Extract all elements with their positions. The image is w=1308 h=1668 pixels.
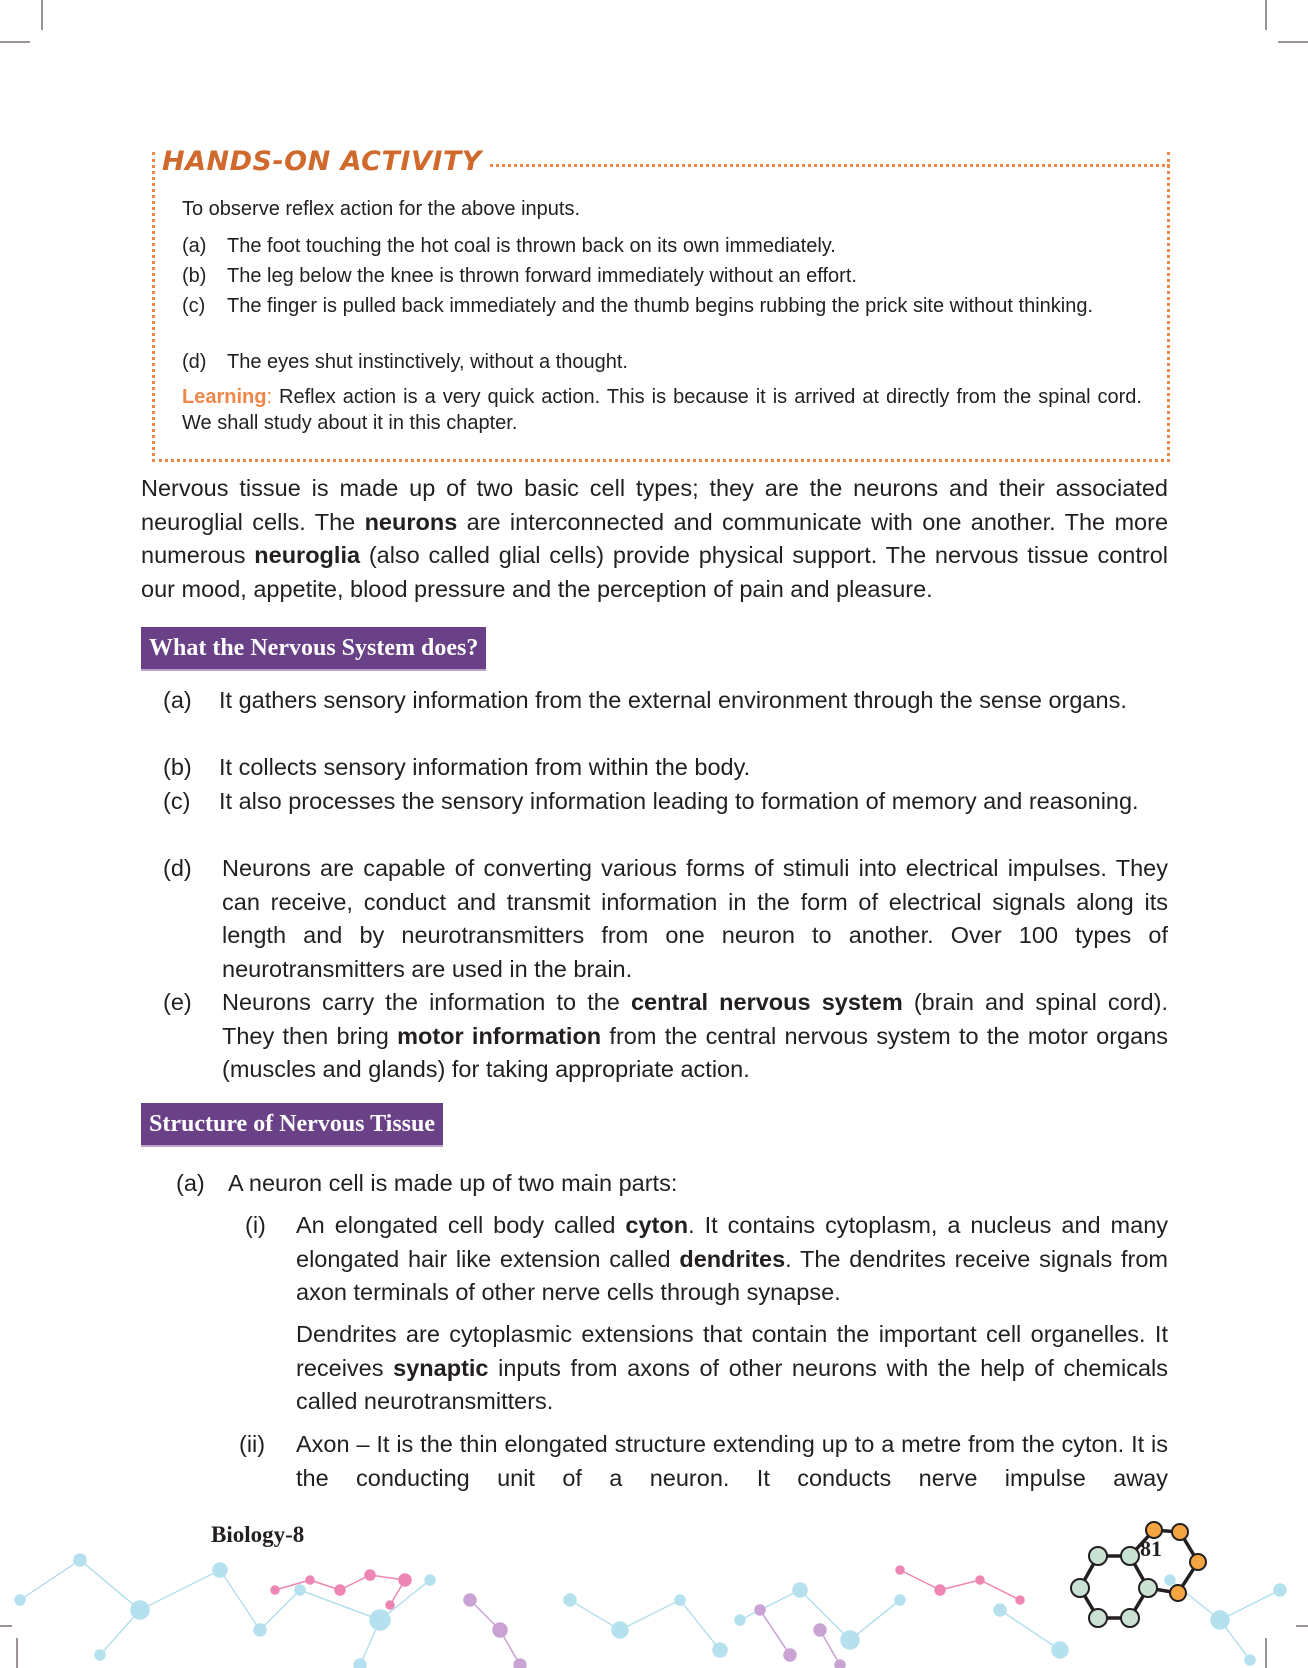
- term-neurons: neurons: [364, 508, 458, 535]
- intro-paragraph: [141, 472, 1168, 606]
- activity-item: [182, 293, 1142, 319]
- text-run: (also called glial cells) provide physical support. The nervous tissue control our mood, appetite, blood pressure and the perception of pain and pleasure.: [141, 542, 1169, 602]
- item-label: (d): [182, 351, 207, 373]
- activity-title: HANDS-ON ACTIVITY: [162, 146, 490, 177]
- item-label: (c): [163, 788, 191, 814]
- item-text: The foot touching the hot coal is thrown back on its own immediately.: [227, 235, 836, 257]
- book-title: Biology-8: [211, 1522, 305, 1547]
- item-text: It gathers sensory information from the external environment through the sense organs.: [219, 687, 1127, 713]
- item-text: Axon – It is the thin elongated structure extending up to a metre from the cyton. It is the conducting unit of a neuron. It conducts nerve impulse away: [296, 1431, 1168, 1491]
- list-item: [163, 986, 1168, 1087]
- item-text: The finger is pulled back immediately and the thumb begins rubbing the prick site without thinking.: [227, 295, 1094, 317]
- item-text: The leg below the knee is thrown forward immediately without an effort.: [227, 265, 857, 287]
- crop-mark: [1278, 41, 1308, 43]
- item-text: It also processes the sensory information leading to formation of memory and reasoning.: [219, 788, 1139, 814]
- activity-item: [182, 263, 1142, 289]
- term-motor-information: motor information: [397, 1022, 602, 1049]
- activity-dotted-border: [455, 164, 1170, 167]
- item-label: (a): [163, 687, 192, 713]
- activity-intro: To observe reflex action for the above inputs.: [182, 198, 581, 220]
- item-label: (ii): [239, 1431, 266, 1457]
- crop-mark: [0, 41, 30, 43]
- list-item: [163, 785, 1168, 819]
- text-run: are interconnected and communicate with one another. The more numerous: [141, 508, 1169, 568]
- item-label: (e): [163, 989, 192, 1015]
- activity-item: [182, 233, 1142, 259]
- page-number: 81: [1140, 1536, 1162, 1561]
- item-text: A neuron cell is made up of two main parts:: [228, 1170, 678, 1196]
- crop-mark: [41, 0, 43, 30]
- dendrites-paragraph: [296, 1318, 1168, 1419]
- term-cyton: cyton: [625, 1212, 689, 1238]
- item-label: (a): [176, 1170, 205, 1196]
- learning-text: Reflex action is a very quick action. This is because it is arrived at directly from the spinal cord. We shall study about it in this chapter.: [182, 386, 1142, 434]
- list-item: [176, 1167, 1168, 1201]
- activity-learning: [182, 384, 1142, 436]
- item-text: [296, 1209, 1168, 1310]
- learning-separator: :: [266, 386, 273, 408]
- term-synaptic: synaptic: [393, 1354, 489, 1381]
- item-label: (d): [163, 855, 192, 881]
- text-run: Neurons carry the information to the: [222, 989, 631, 1015]
- text-run: . The dendrites receive signals from axon terminals of other nerve cells through synapse.: [296, 1245, 1168, 1305]
- item-text: It collects sensory information from within the body.: [219, 754, 751, 780]
- text-run: Nervous tissue is made up of two basic cell types; they are the neurons and their associated neuroglial cells. The: [141, 475, 1168, 535]
- text-run: . It contains cytoplasm, a nucleus and many elongated hair like extension called: [296, 1212, 1169, 1272]
- text-run: Dendrites are cytoplasmic extensions that contain the important cell organelles. It receives: [296, 1321, 1168, 1381]
- term-cns: central nervous system: [630, 989, 903, 1015]
- item-label: (b): [163, 754, 192, 780]
- learning-label: Learning: [182, 386, 267, 408]
- activity-item: [182, 349, 1142, 375]
- text-run: inputs from axons of other neurons with the help of chemicals called neurotransmitters.: [296, 1354, 1168, 1414]
- item-text: [222, 986, 1168, 1087]
- section-heading-nervous-system: What the Nervous System does?: [141, 627, 486, 671]
- item-label: (c): [182, 295, 206, 317]
- item-label: (i): [245, 1212, 266, 1238]
- sub-list-item: [245, 1209, 1168, 1310]
- item-text: Neurons are capable of converting various forms of stimuli into electrical impulses. They can receive, conduct and transmit information in the form of electrical signals along its length and by neurotransmitters from one neuron to another. Over 100 types of neurotransmitters are used in the brain.: [222, 855, 1168, 982]
- crop-mark: [1265, 0, 1267, 30]
- text-run: (brain and spinal cord). They then bring: [222, 989, 1168, 1049]
- text-run: from the central nervous system to the motor organs (muscles and glands) for taking appropriate action.: [222, 1022, 1169, 1082]
- item-label: (b): [182, 265, 207, 287]
- item-text: The eyes shut instinctively, without a thought.: [227, 351, 628, 373]
- text-run: An elongated cell body called: [296, 1212, 626, 1238]
- term-dendrites: dendrites: [679, 1245, 786, 1272]
- hexagon-molecule-icon: [1050, 1500, 1240, 1640]
- list-item: [163, 751, 1168, 785]
- term-neuroglia: neuroglia: [254, 542, 361, 568]
- list-item: [163, 684, 1168, 718]
- list-item: [163, 852, 1168, 986]
- section-heading-structure: Structure of Nervous Tissue: [141, 1103, 443, 1147]
- item-label: (a): [182, 235, 207, 257]
